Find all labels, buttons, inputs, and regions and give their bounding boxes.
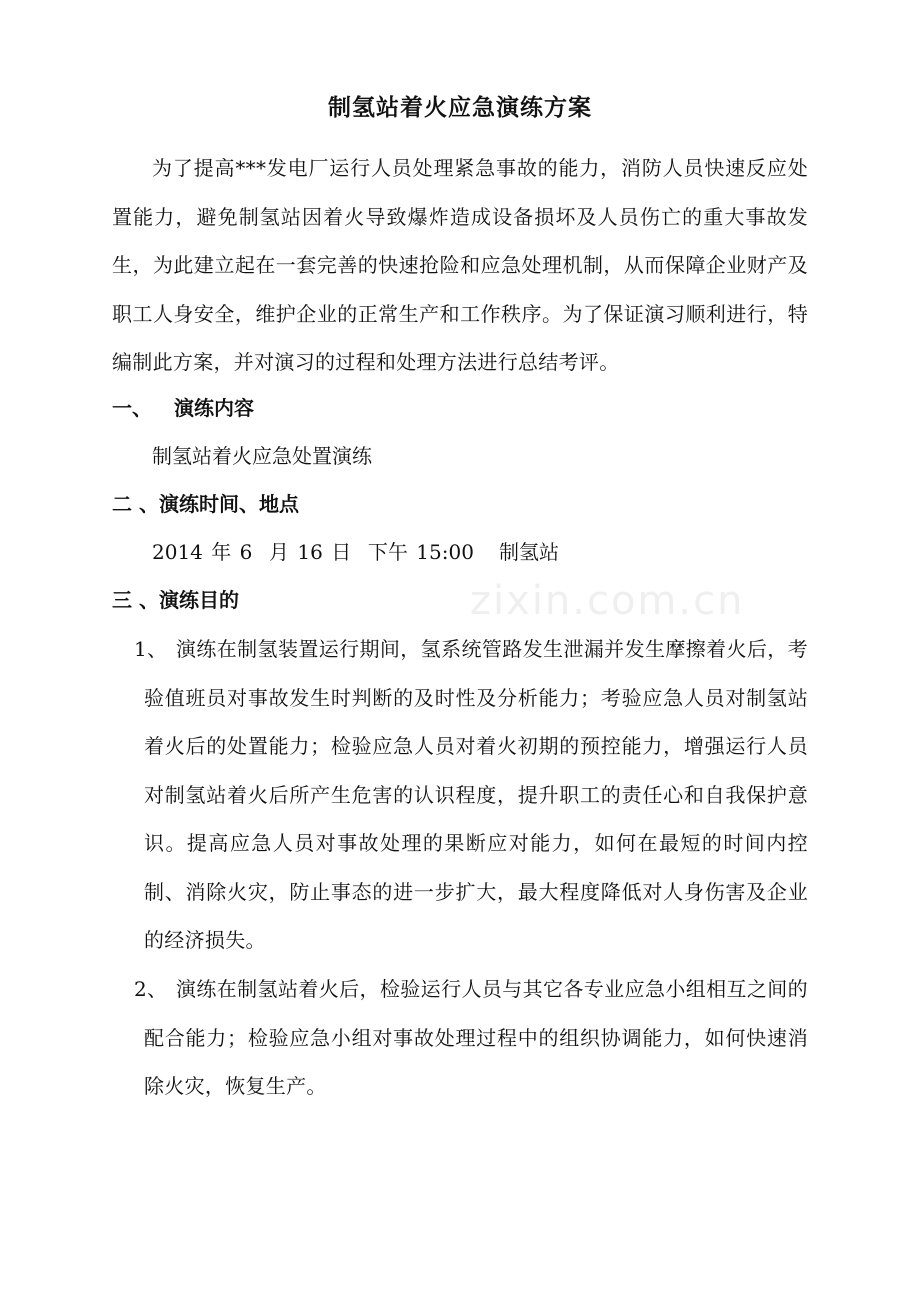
section-content-2: 2014 年 6 月 16 日 下午 15:00 制氢站 [152,540,559,564]
list-item-number: 2、 [134,977,168,1001]
list-item [134,625,808,965]
section-heading-3 [112,582,239,618]
intro-paragraph: 为了提高***发电厂运行人员处理紧急事故的能力，消防人员快速反应处置能力，避免制氢站因着火导致爆炸造成设备损坏及人员伤亡的重大事故发生，为此建立起在一套完善的快速抢险和应急处理机制，从而保障企业财产及职工人身安全，维护企业的正常生产和工作秩序。为了保证演习顺利进行，特编制此方案，并对演习的过程和处理方法进行总结考评。 [112,156,808,374]
list-item-text: 演练在制氢站着火后，检验运行人员与其它各专业应急小组相互之间的配合能力；检验应急小组对事故处理过程中的组织协调能力，如何快速消除火灾，恢复生产。 [144,977,808,1098]
section-content-1: 制氢站着火应急处置演练 [152,444,372,468]
watermark: zixin.com.cn [470,578,745,624]
section-number-1: 一、 [112,396,152,420]
document-title: 制氢站着火应急演练方案 [328,94,592,121]
list-item-text: 演练在制氢装置运行期间，氢系统管路发生泄漏并发生摩擦着火后，考验值班员对事故发生时判断的及时性及分析能力；考验应急人员对制氢站着火后的处置能力；检验应急人员对着火初期的预控能力，增强运行人员对制氢站着火后所产生危害的认识程度，提升职工的责任心和自我保护意识。提高应急人员对事故处理的果断应对能力，如何在最短的时间内控制、消除火灾，防止事态的进一步扩大，最大程度降低对人身伤害及企业的经济损失。 [144,637,808,952]
section-heading-2 [112,486,299,522]
section-title-1: 演练内容 [174,396,254,420]
section-title-2: 演练时间、地点 [158,492,299,516]
list-item-number: 1、 [134,637,168,661]
section-number-2: 二 、 [112,492,159,516]
section-number-3: 三 、 [112,588,159,612]
section-title-3: 演练目的 [158,588,239,612]
list-item [134,965,808,1111]
section-heading-1 [112,390,254,426]
